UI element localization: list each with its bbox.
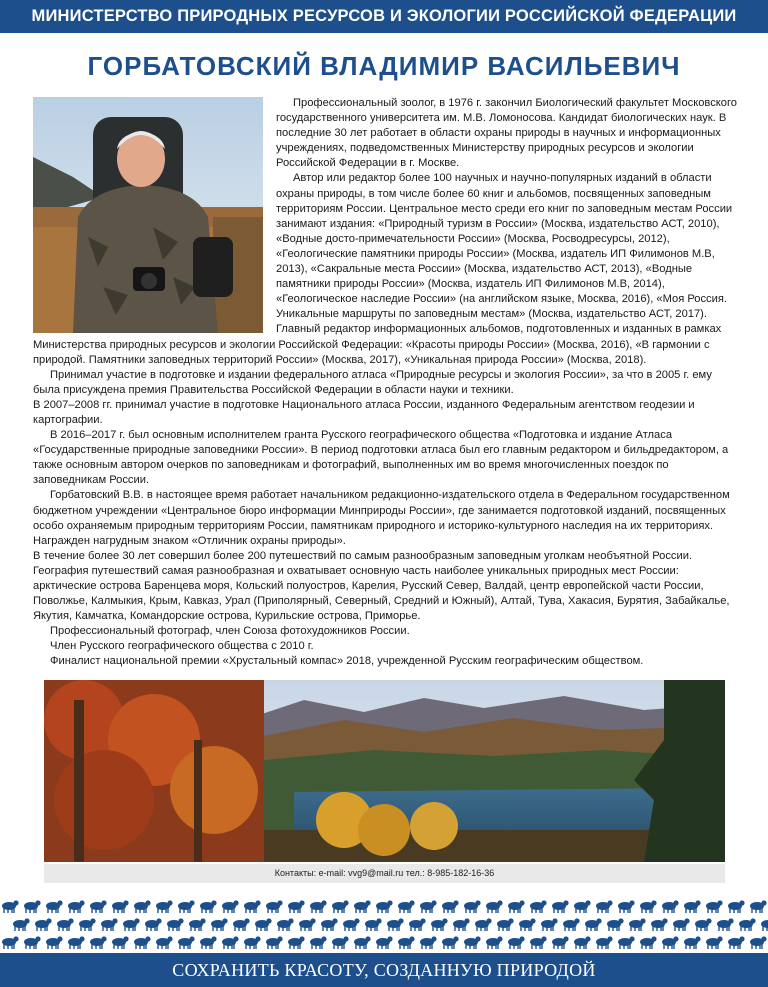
animal-silhouette-icon bbox=[552, 936, 569, 949]
animal-silhouette-icon bbox=[167, 918, 184, 931]
animal-silhouette-icon bbox=[321, 918, 338, 931]
animal-silhouettes bbox=[0, 893, 768, 951]
animal-silhouette-icon bbox=[728, 900, 745, 913]
animal-silhouette-icon bbox=[156, 900, 173, 913]
animal-silhouette-icon bbox=[706, 936, 723, 949]
animal-silhouette-icon bbox=[376, 900, 393, 913]
animal-silhouette-icon bbox=[607, 918, 624, 931]
animal-silhouette-icon bbox=[46, 900, 63, 913]
animal-silhouette-icon bbox=[288, 936, 305, 949]
bio-paragraph: Принимал участие в подготовке и издании федерального атласа «Природные ресурсы и экология России», за что в 2005 г. ему была присуждена премия Правительства Российской Федерации в области науки и техники. bbox=[33, 368, 712, 396]
animal-silhouette-icon bbox=[563, 918, 580, 931]
animal-silhouette-icon bbox=[266, 936, 283, 949]
animal-silhouette-icon bbox=[464, 900, 481, 913]
animal-silhouette-icon bbox=[200, 900, 217, 913]
bio-paragraph: В 2007–2008 гг. принимал участие в подготовке Национального атласа России, изданного Федеральным агентством геодезии и картографии. bbox=[33, 398, 695, 426]
animal-silhouette-icon bbox=[486, 900, 503, 913]
animal-silhouette-icon bbox=[365, 918, 382, 931]
animal-silhouette-icon bbox=[134, 900, 151, 913]
bio-paragraph: Автор или редактор более 100 научных и научно-популярных изданий в области охраны природы, в том числе более 60 книг и альбомов, посвященных заповедным территориям России. Центральное место среди его книг по заповедным местам России занимают издания: «Природный туризм в России» (Москва, издательство АСТ, 2010), «Водные досто-примечательности России» (Москва, Росводресурсы, 2012), «Геологические памятники природы России» (Москва, издатель ИП Филимонов М.В, 2013), «Сакральные места России» (Москва, издательство АСТ, 2013), «Водные памятники природы России» (Москва, издатель ИП Филимонов М.В, 2014), «Геологическое наследие России» (на английском языке, Москва, 2016), «Моя Россия. Уникальные маршруты по заповедным местам» (Москва, издательство АСТ, 2017). Главный редактор информационных альбомов, подготовленных и изданных в рамках Министерства природных ресурсов и экологии Российской Федерации: «Красоты природы России» (Москва, 2016), «В гармонии с природой. Памятники заповедных территорий России» (Москва, 2017), «Уникальная природа России» (Москва, 2018). bbox=[33, 172, 733, 366]
animal-silhouette-icon bbox=[68, 900, 85, 913]
animal-silhouette-icon bbox=[530, 936, 547, 949]
ministry-banner: МИНИСТЕРСТВО ПРИРОДНЫХ РЕСУРСОВ И ЭКОЛОГИИ РОССИЙСКОЙ ФЕДЕРАЦИИ bbox=[0, 0, 768, 33]
animal-silhouette-icon bbox=[222, 936, 239, 949]
animal-silhouette-icon bbox=[761, 918, 768, 931]
animal-silhouette-icon bbox=[442, 936, 459, 949]
landscape-photo bbox=[44, 680, 725, 862]
animal-silhouette-icon bbox=[409, 918, 426, 931]
slogan-banner: СОХРАНИТЬ КРАСОТУ, СОЗДАННУЮ ПРИРОДОЙ bbox=[0, 953, 768, 987]
animal-silhouette-icon bbox=[277, 918, 294, 931]
animal-silhouette-icon bbox=[79, 918, 96, 931]
animal-silhouette-icon bbox=[233, 918, 250, 931]
animal-silhouette-icon bbox=[46, 936, 63, 949]
bio-paragraph: Горбатовский В.В. в настоящее время работает начальником редакционно-издательского отдела в Федеральном государственном бюджетном учреждении «Центральное бюро информации Минприроды России», где занимается подготовкой изданий, посвященных особо охраняемым природным территориям России, памятникам природного и историко-культурного наследия на их территориях. Награжден нагрудным знаком «Отличник охраны природы». bbox=[33, 489, 730, 547]
animal-silhouette-icon bbox=[651, 918, 668, 931]
animal-silhouette-icon bbox=[68, 936, 85, 949]
animal-silhouette-icon bbox=[123, 918, 140, 931]
animal-silhouette-icon bbox=[90, 900, 107, 913]
animal-silhouette-icon bbox=[442, 900, 459, 913]
animal-silhouette-icon bbox=[354, 936, 371, 949]
animal-silhouette-icon bbox=[695, 918, 712, 931]
animal-silhouette-icon bbox=[684, 936, 701, 949]
animal-silhouette-icon bbox=[618, 936, 635, 949]
animal-silhouette-icon bbox=[618, 900, 635, 913]
animal-silhouette-icon bbox=[343, 918, 360, 931]
bio-paragraph: Профессиональный зоолог, в 1976 г. закончил Биологический факультет Московского государственного университета им. М.В. Ломоносова. Кандидат биологических наук. В последние 30 лет работает в области охраны природы в научных и информационных учреждениях, подведомственных Министерству природных ресурсов и экологии Российской Федерации в г. Москве. bbox=[276, 97, 737, 170]
animal-silhouette-icon bbox=[497, 918, 514, 931]
animal-silhouette-icon bbox=[387, 918, 404, 931]
animal-silhouette-icon bbox=[211, 918, 228, 931]
animal-silhouette-icon bbox=[750, 936, 767, 949]
animal-silhouette-icon bbox=[530, 900, 547, 913]
animal-silhouette-icon bbox=[101, 918, 118, 931]
bio-paragraph: В течение более 30 лет совершил более 200 путешествий по самым разнообразным заповедным уголкам необъятной России. География путешествий самая разнообразная и охватывает основную часть наиболее уникальных природных мест России: арктические острова Баренцева моря, Кольский полуостров, Карелия, Русский Север, Валдай, центр европейской части России, Поволжье, Калмыкия, Крым, Кавказ, Урал (Приполярный, Северный, Средний и Южный), Алтай, Тува, Хакасия, Бурятия, Забайкалье, Якутия, Камчатка, Командорские острова, Курильские острова, Приморье. bbox=[33, 549, 730, 623]
animal-silhouette-icon bbox=[134, 936, 151, 949]
animal-silhouette-icon bbox=[662, 900, 679, 913]
bio-paragraph: Профессиональный фотограф, член Союза фотохудожников России. bbox=[50, 625, 410, 638]
animal-silhouette-icon bbox=[24, 936, 41, 949]
animal-silhouette-icon bbox=[24, 900, 41, 913]
animal-silhouette-icon bbox=[222, 900, 239, 913]
animal-silhouette-icon bbox=[420, 900, 437, 913]
animal-silhouette-icon bbox=[332, 936, 349, 949]
animal-silhouette-icon bbox=[266, 900, 283, 913]
animal-silhouette-icon bbox=[464, 936, 481, 949]
animal-silhouette-icon bbox=[574, 900, 591, 913]
animal-silhouette-icon bbox=[552, 900, 569, 913]
biography bbox=[33, 96, 738, 670]
contacts-bar: Контакты: e-mail: vvg9@mail.ru тел.: 8-985-182-16-36 bbox=[44, 864, 725, 883]
animal-silhouette-icon bbox=[519, 918, 536, 931]
animal-silhouette-icon bbox=[717, 918, 734, 931]
animal-silhouette-icon bbox=[2, 936, 19, 949]
animal-silhouette-icon bbox=[178, 900, 195, 913]
animal-silhouette-icon bbox=[35, 918, 52, 931]
animal-silhouette-icon bbox=[640, 936, 657, 949]
animal-silhouette-icon bbox=[244, 936, 261, 949]
animal-silhouette-icon bbox=[706, 900, 723, 913]
bio-paragraph: Финалист национальной премии «Хрустальный компас» 2018, учрежденной Русским географическим обществом. bbox=[50, 655, 644, 668]
animal-silhouette-icon bbox=[596, 936, 613, 949]
animal-silhouette-icon bbox=[145, 918, 162, 931]
animal-silhouette-icon bbox=[431, 918, 448, 931]
animal-silhouette-icon bbox=[156, 936, 173, 949]
animal-silhouette-icon bbox=[2, 900, 19, 913]
animal-silhouette-icon bbox=[596, 900, 613, 913]
animal-silhouette-icon bbox=[508, 936, 525, 949]
animal-silhouette-icon bbox=[420, 936, 437, 949]
animal-silhouette-icon bbox=[200, 936, 217, 949]
animal-pattern-band bbox=[0, 893, 768, 951]
animal-silhouette-icon bbox=[574, 936, 591, 949]
animal-silhouette-icon bbox=[684, 900, 701, 913]
animal-silhouette-icon bbox=[310, 900, 327, 913]
animal-silhouette-icon bbox=[453, 918, 470, 931]
bio-paragraph: В 2016–2017 г. был основным исполнителем гранта Русского географического общества «Подготовка и издание Атласа «Государственные природные заповедники России». В период подготовки атласа был его главным редактором и бильдредактором, а также основным автором очерков по заповедникам и фотографий, выполненных им во время многочисленных поездок по заповедникам России. bbox=[33, 429, 729, 487]
animal-silhouette-icon bbox=[486, 936, 503, 949]
animal-silhouette-icon bbox=[629, 918, 646, 931]
animal-silhouette-icon bbox=[13, 918, 30, 931]
animal-silhouette-icon bbox=[112, 936, 129, 949]
animal-silhouette-icon bbox=[90, 936, 107, 949]
animal-silhouette-icon bbox=[508, 900, 525, 913]
animal-silhouette-icon bbox=[288, 900, 305, 913]
animal-silhouette-icon bbox=[112, 900, 129, 913]
animal-silhouette-icon bbox=[728, 936, 745, 949]
animal-silhouette-icon bbox=[541, 918, 558, 931]
animal-silhouette-icon bbox=[244, 900, 261, 913]
animal-silhouette-icon bbox=[310, 936, 327, 949]
animal-silhouette-icon bbox=[376, 936, 393, 949]
animal-silhouette-icon bbox=[739, 918, 756, 931]
animal-silhouette-icon bbox=[662, 936, 679, 949]
animal-silhouette-icon bbox=[255, 918, 272, 931]
animal-silhouette-icon bbox=[398, 936, 415, 949]
animal-silhouette-icon bbox=[585, 918, 602, 931]
animal-silhouette-icon bbox=[398, 900, 415, 913]
bio-paragraph: Член Русского географического общества с 2010 г. bbox=[50, 640, 314, 653]
animal-silhouette-icon bbox=[189, 918, 206, 931]
page-title: ГОРБАТОВСКИЙ ВЛАДИМИР ВАСИЛЬЕВИЧ bbox=[87, 51, 681, 81]
animal-silhouette-icon bbox=[178, 936, 195, 949]
animal-silhouette-icon bbox=[475, 918, 492, 931]
animal-silhouette-icon bbox=[640, 900, 657, 913]
animal-silhouette-icon bbox=[299, 918, 316, 931]
animal-silhouette-icon bbox=[673, 918, 690, 931]
animal-silhouette-icon bbox=[332, 900, 349, 913]
animal-silhouette-icon bbox=[354, 900, 371, 913]
animal-silhouette-icon bbox=[57, 918, 74, 931]
animal-silhouette-icon bbox=[750, 900, 767, 913]
